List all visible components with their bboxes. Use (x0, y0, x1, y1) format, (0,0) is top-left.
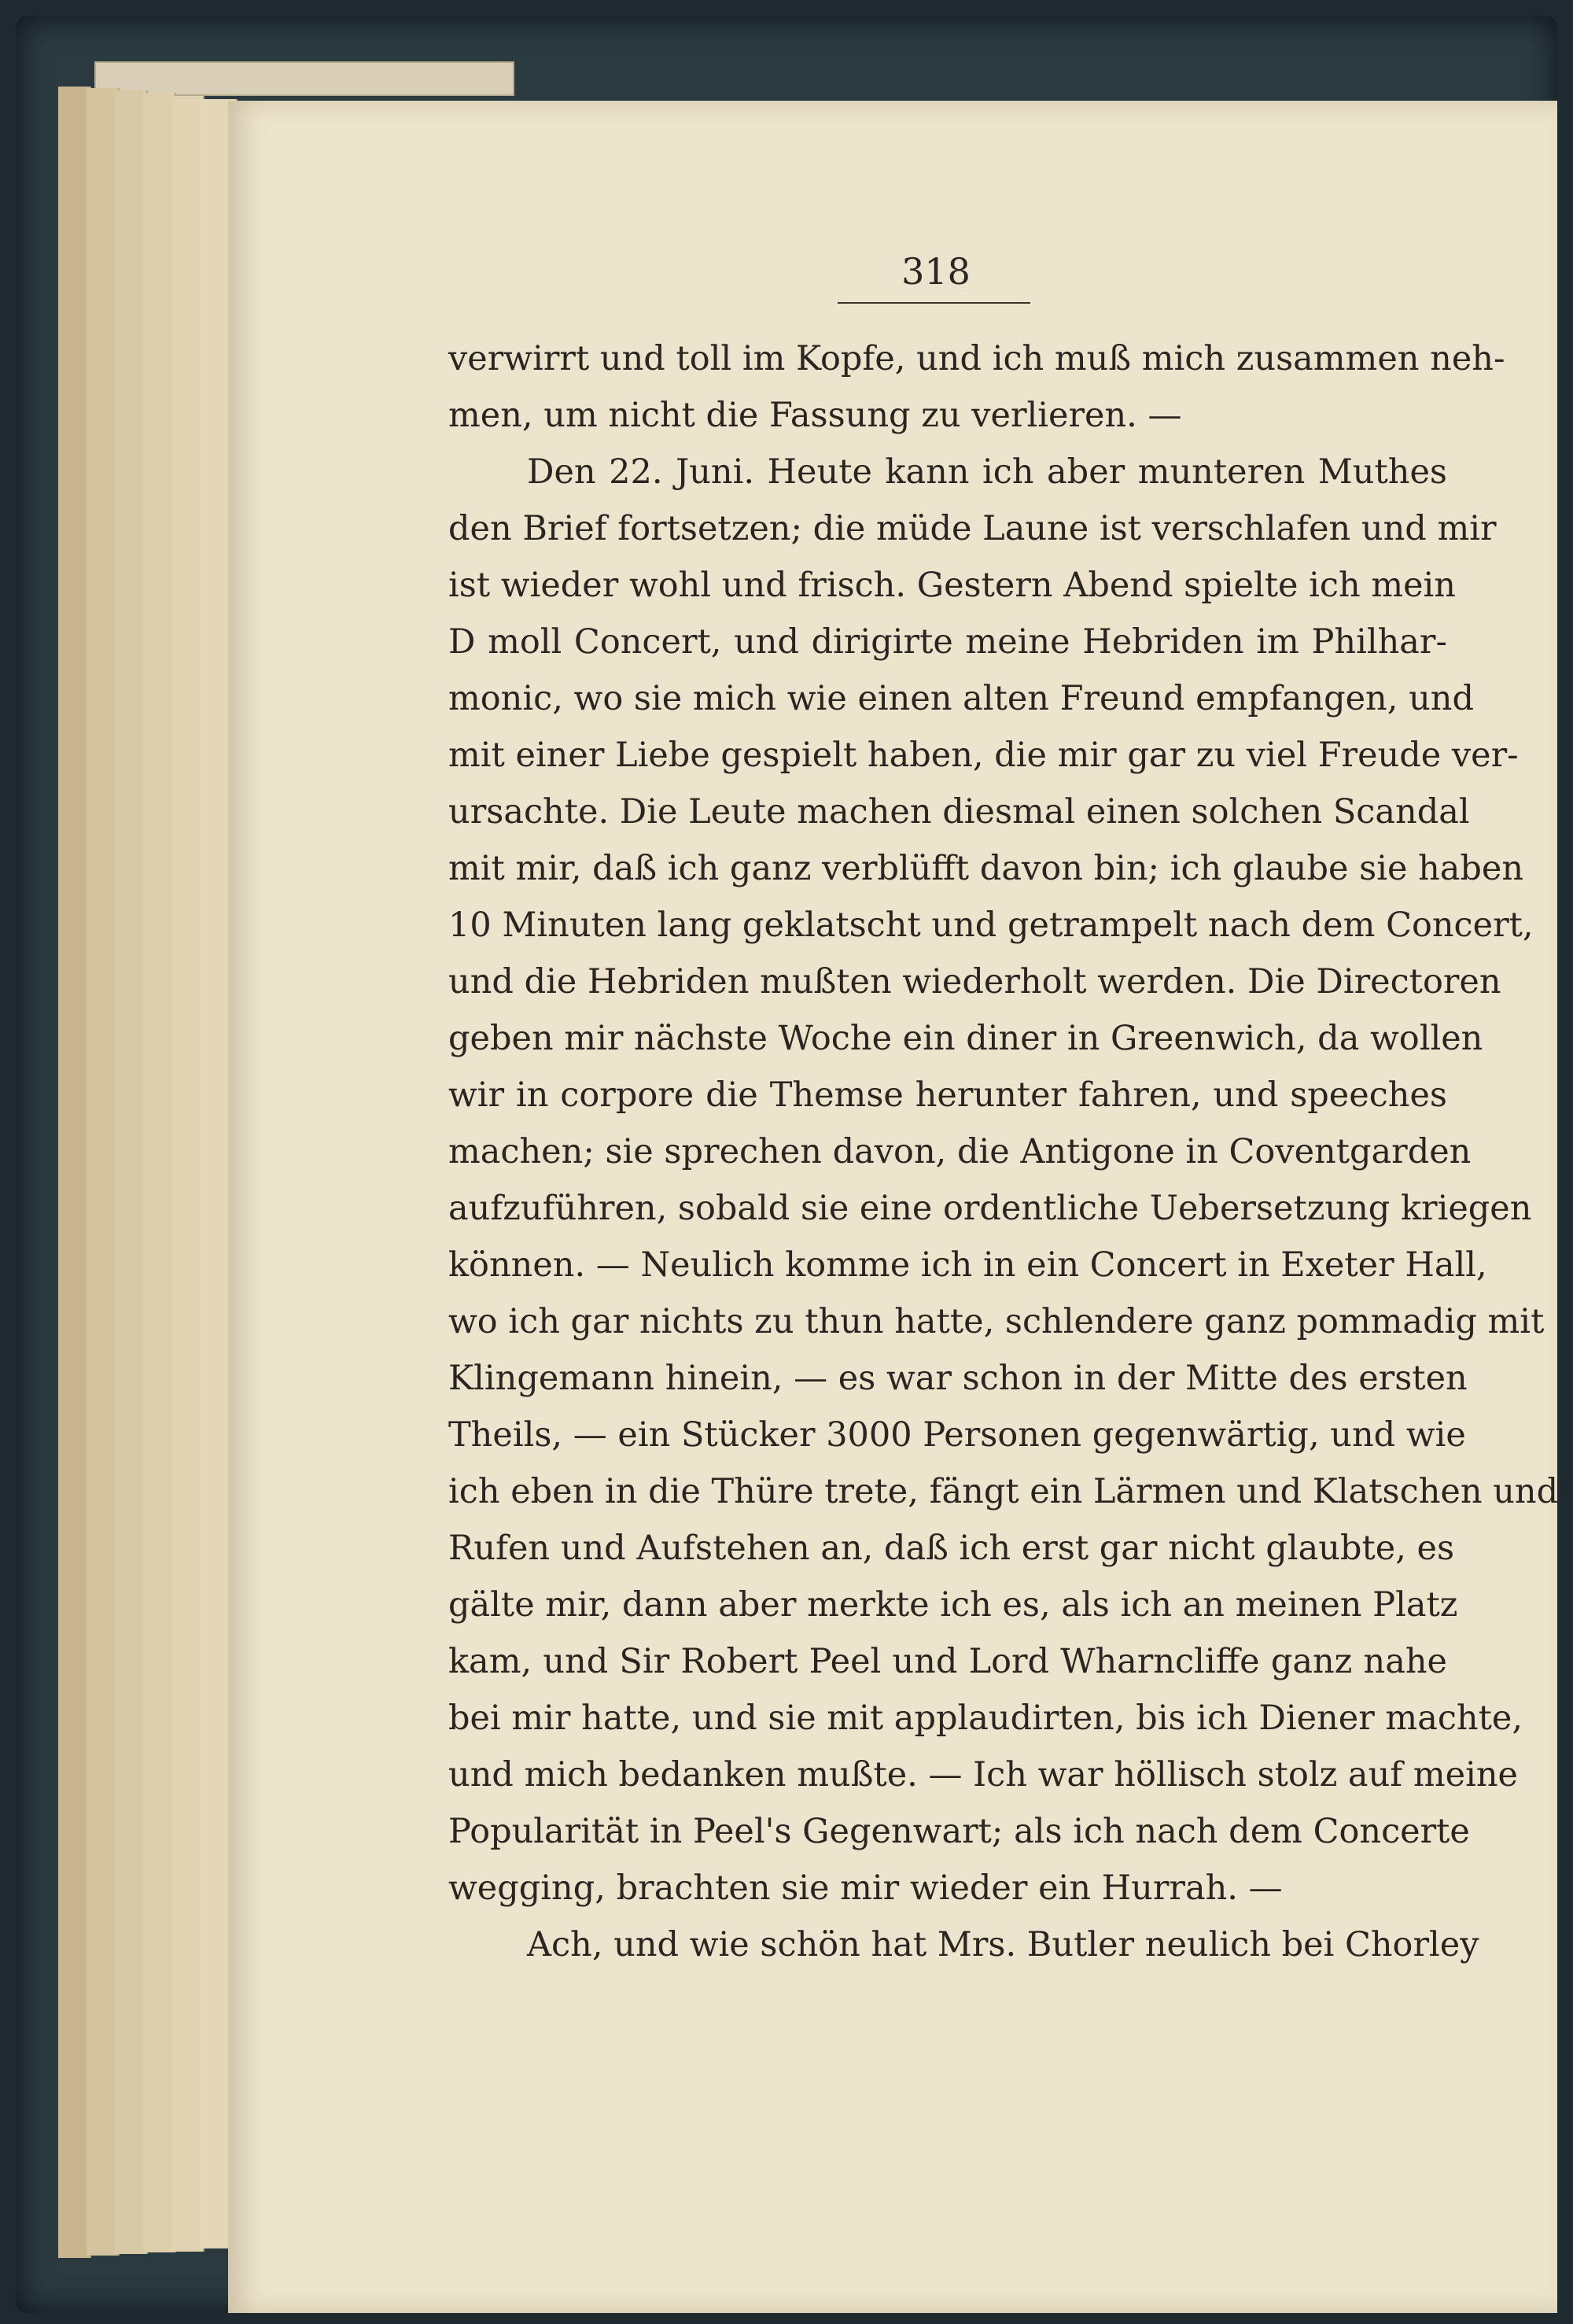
text-line: Den 22. Juni. Heute kann ich aber munteren Muthes (527, 452, 1447, 492)
text-line: Popularität in Peel's Gegenwart; als ich nach dem Concerte (448, 1812, 1470, 1851)
text-line: Theils, — ein Stücker 3000 Personen gegenwärtig, und wie (448, 1415, 1466, 1455)
text-line: gälte mir, dann aber merkte ich es, als ich an meinen Platz (448, 1585, 1458, 1625)
text-line: mit einer Liebe gespielt haben, die mir gar zu viel Freude ver- (448, 736, 1519, 775)
body-text (448, 330, 1559, 1973)
text-line: können. — Neulich komme ich in ein Concert in Exeter Hall, (448, 1245, 1487, 1285)
text-line: Rufen und Aufstehen an, daß ich erst gar nicht glaubte, es (448, 1529, 1455, 1568)
text-line: ist wieder wohl und frisch. Gestern Abend spielte ich mein (448, 566, 1456, 605)
page-number: 318 (901, 250, 971, 293)
text-line: Ach, und wie schön hat Mrs. Butler neulich bei Chorley (527, 1925, 1479, 1964)
book-page (228, 101, 1557, 2313)
text-line: mit mir, daß ich ganz verblüfft davon bin; ich glaube sie haben (448, 849, 1524, 888)
text-line: machen; sie sprechen davon, die Antigone in Coventgarden (448, 1132, 1472, 1171)
text-line: wegging, brachten sie mir wieder ein Hurrah. — (448, 1868, 1283, 1908)
text-line: wir in corpore die Themse herunter fahren, und speeches (448, 1075, 1447, 1115)
text-line: Klingemann hinein, — es war schon in der Mitte des ersten (448, 1359, 1468, 1398)
text-line: den Brief fortsetzen; die müde Laune ist verschlafen und mir (448, 509, 1497, 548)
paper-slip (94, 61, 514, 96)
page-number-rule (838, 302, 1030, 304)
text-line: ursachte. Die Leute machen diesmal einen solchen Scandal (448, 792, 1470, 832)
text-line: monic, wo sie mich wie einen alten Freund empfangen, und (448, 679, 1474, 718)
text-line: 10 Minuten lang geklatscht und getrampelt nach dem Concert, (448, 906, 1534, 945)
text-line: und die Hebriden mußten wiederholt werden. Die Directoren (448, 962, 1501, 1002)
text-line: geben mir nächste Woche ein diner in Greenwich, da wollen (448, 1019, 1483, 1058)
text-line: und mich bedanken mußte. — Ich war höllisch stolz auf meine (448, 1755, 1518, 1795)
text-line: wo ich gar nichts zu thun hatte, schlendere ganz pommadig mit (448, 1302, 1545, 1341)
text-line: ich eben in die Thüre trete, fängt ein Lärmen und Klatschen und (448, 1472, 1559, 1511)
text-line: men, um nicht die Fassung zu verlieren. — (448, 396, 1182, 435)
text-line: kam, und Sir Robert Peel und Lord Wharncliffe ganz nahe (448, 1642, 1447, 1681)
text-line: bei mir hatte, und sie mit applaudirten, bis ich Diener machte, (448, 1699, 1523, 1738)
text-line: D moll Concert, und dirigirte meine Hebriden im Philhar- (448, 622, 1447, 662)
text-line: aufzuführen, sobald sie eine ordentliche Uebersetzung kriegen (448, 1189, 1532, 1228)
text-line: verwirrt und toll im Kopfe, und ich muß mich zusammen neh- (448, 339, 1505, 378)
